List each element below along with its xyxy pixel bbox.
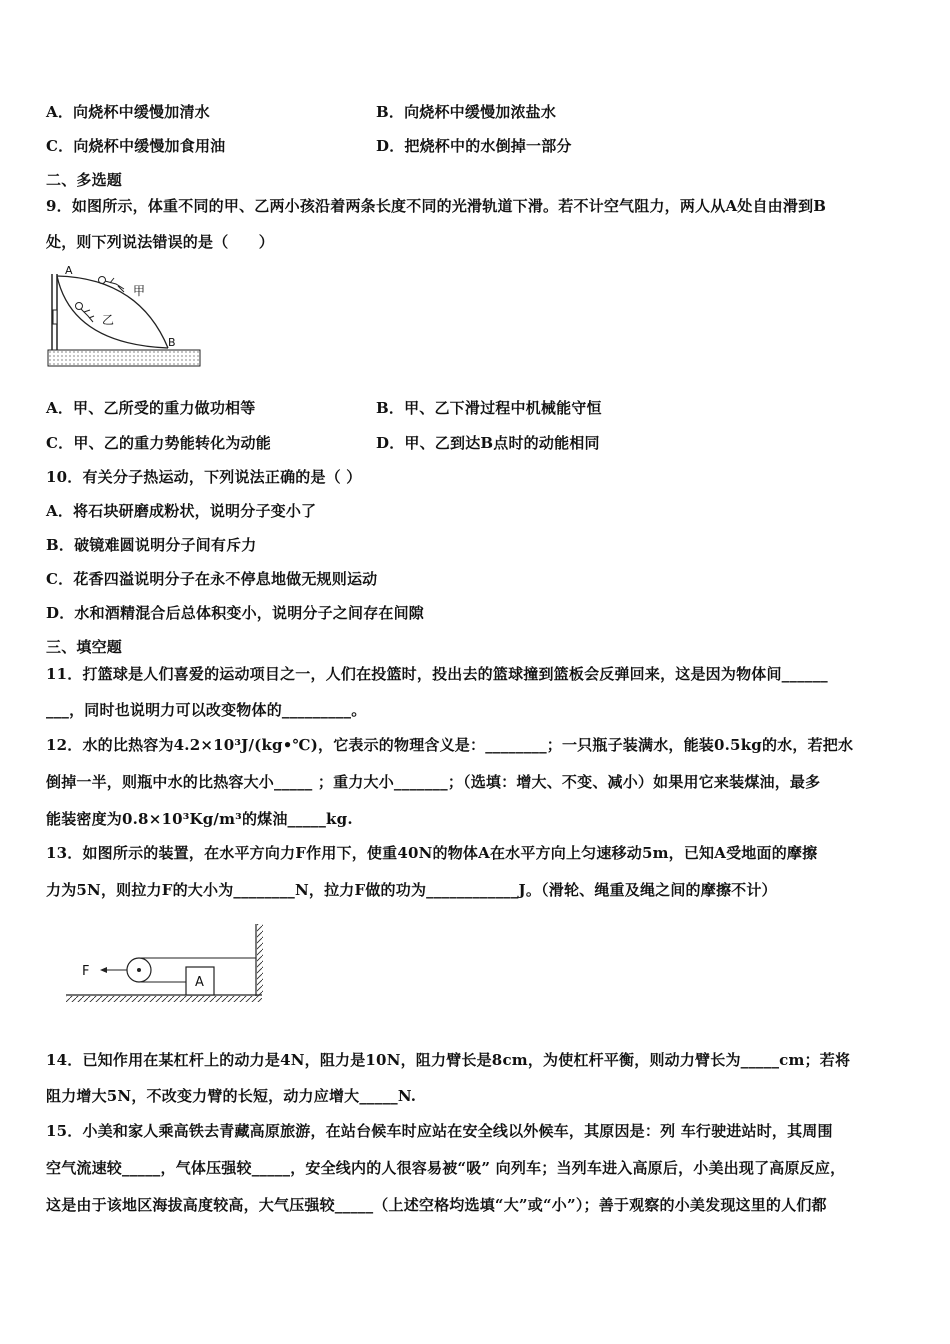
ground-hatch xyxy=(66,996,262,1002)
pulley-axle xyxy=(137,968,141,972)
q9-option-b: B．甲、乙下滑过程中机械能守恒 xyxy=(376,399,602,417)
q10-option-b: B．破镜难圆说明分子间有斥力 xyxy=(46,536,257,554)
q8-option-d: D．把烧杯中的水倒掉一部分 xyxy=(376,137,572,155)
q9-option-d: D．甲、乙到达B点时的动能相同 xyxy=(376,434,600,452)
q8-option-b: B．向烧杯中缓慢加浓盐水 xyxy=(376,103,557,121)
q13-line2: 力为5N，则拉力F的大小为________N，拉力F做的功为____________J。（滑轮、绳重及绳之间的摩擦不计） xyxy=(46,881,777,899)
arrow-head-icon xyxy=(100,967,107,973)
q15-line1: 15．小美和家人乘高铁去青藏高原旅游，在站台候车时应站在安全线以外候车，其原因是：列 车行驶进站时，其周围 xyxy=(46,1122,833,1140)
q11-line2: ___，同时也说明力可以改变物体的_________。 xyxy=(46,701,367,719)
q12-line1: 12．水的比热容为4.2×10³J/(kg•℃)，它表示的物理含义是：________；一只瓶子装满水，能装0.5kg的水，若把水 xyxy=(46,736,854,754)
child-yi-figure xyxy=(76,303,95,323)
q9-option-c: C．甲、乙的重力势能转化为动能 xyxy=(46,434,271,452)
q11-line1: 11．打篮球是人们喜爱的运动项目之一，人们在投篮时，投出去的篮球撞到篮板会反弹回来，这是因为物体间______ xyxy=(46,665,828,683)
ground-base xyxy=(48,350,200,366)
q9-slide-diagram xyxy=(44,262,204,374)
q9-option-a: A．甲、乙所受的重力做功相等 xyxy=(46,399,256,417)
wall-hatch xyxy=(257,924,263,996)
label-jia: 甲 xyxy=(133,284,146,298)
q10-option-c: C．花香四溢说明分子在永不停息地做无规则运动 xyxy=(46,570,378,588)
track-yi xyxy=(57,276,168,348)
block-a-label: A xyxy=(195,975,204,990)
q10-stem: 10．有关分子热运动，下列说法正确的是（ ） xyxy=(46,468,362,486)
q9-stem-line1: 9．如图所示，体重不同的甲、乙两小孩沿着两条长度不同的光滑轨道下滑。若不计空气阻力，两人从A处自由滑到B xyxy=(46,197,827,215)
force-f-label: F xyxy=(82,964,90,979)
q8-option-c: C．向烧杯中缓慢加食用油 xyxy=(46,137,226,155)
q8-option-a: A．向烧杯中缓慢加清水 xyxy=(46,103,210,121)
q10-option-d: D．水和酒精混合后总体积变小，说明分子之间存在间隙 xyxy=(46,604,425,622)
q10-option-a: A．将石块研磨成粉状，说明分子变小了 xyxy=(46,502,317,520)
label-yi: 乙 xyxy=(102,313,115,327)
section-heading-multiple-choice: 二、多选题 xyxy=(46,171,123,189)
support-joint xyxy=(53,310,57,324)
section-heading-fill-in: 三、填空题 xyxy=(46,638,123,656)
q13-line1: 13．如图所示的装置，在水平方向力F作用下，使重40N的物体A在水平方向上匀速移动5m，已知A受地面的摩擦 xyxy=(46,844,818,862)
q13-pulley-diagram xyxy=(64,920,274,1010)
q12-line2: 倒掉一半，则瓶中水的比热容大小_____ ；重力大小_______；（选填：增大、不变、减小）如果用它来装煤油，最多 xyxy=(46,773,821,791)
point-a-label: A xyxy=(65,264,73,277)
q14-line2: 阻力增大5N，不改变力臂的长短，动力应增大_____N. xyxy=(46,1087,417,1105)
q9-stem-line2: 处，则下列说法错误的是（ ） xyxy=(46,233,275,251)
point-b-label: B xyxy=(168,336,176,349)
q14-line1: 14．已知作用在某杠杆上的动力是4N，阻力是10N，阻力臂长是8cm，为使杠杆平衡，则动力臂长为_____cm；若将 xyxy=(46,1051,851,1069)
q15-line2: 空气流速较_____，气体压强较_____，安全线内的人很容易被“吸” 向列车；当列车进入高原后，小美出现了高原反应， xyxy=(46,1159,846,1177)
q12-line3: 能装密度为0.8×10³Kg/m³的煤油_____kg. xyxy=(46,810,353,828)
q15-line3: 这是由于该地区海拔高度较高，大气压强较_____（上述空格均选填“大”或“小”）；善于观察的小美发现这里的人们都 xyxy=(46,1196,827,1214)
